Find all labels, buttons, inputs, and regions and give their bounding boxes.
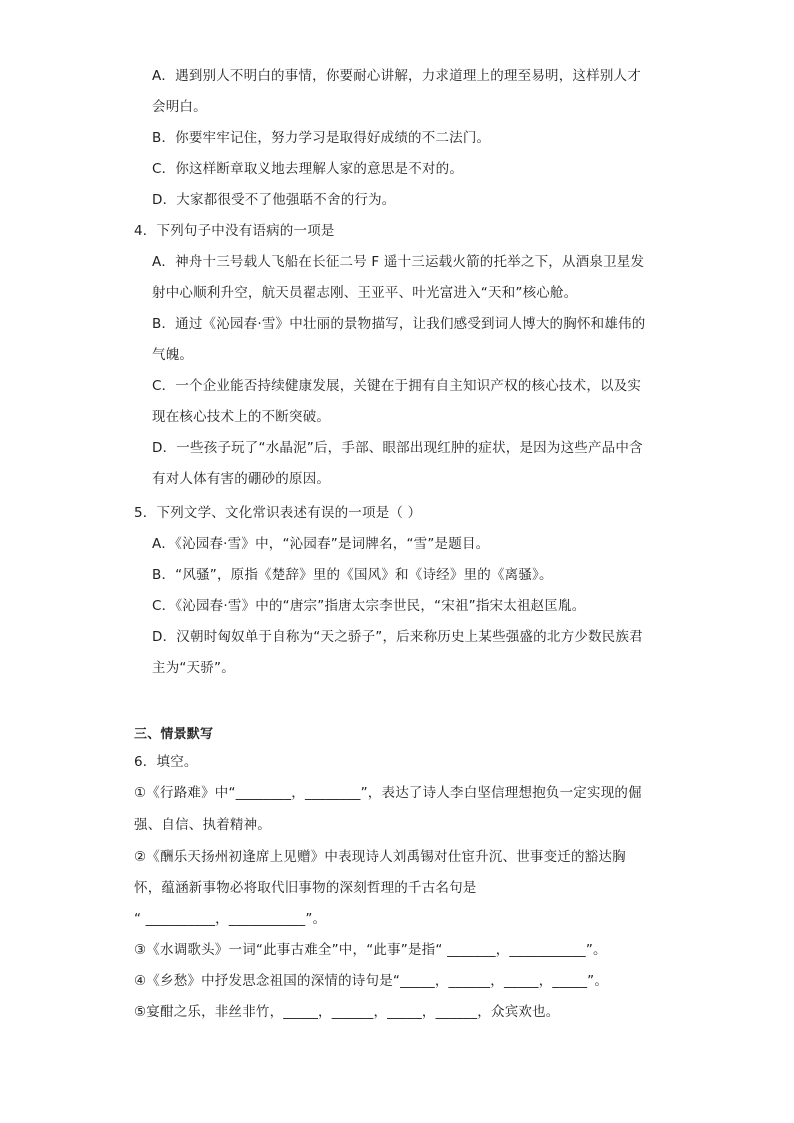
q6-item2-line1: ②《酬乐天扬州初逢席上见赠》中表现诗人刘禹锡对仕宦升沉、世事变迁的豁达胸 <box>134 849 626 865</box>
q5-option-a: A．《沁园春·雪》中，“沁园春”是词牌名，“雪”是题目。 <box>152 536 490 552</box>
q4-stem: 4．下列句子中没有语病的一项是 <box>134 223 335 239</box>
q4-option-c-line2: 现在核心技术上的不断突破。 <box>152 409 331 425</box>
q6-item4: ④《乡愁》中抒发思念祖国的深情的诗句是“_____，______，_____，_____”。 <box>134 973 609 989</box>
q4-option-b-line1: B．通过《沁园春·雪》中壮丽的景物描写，让我们感受到词人博大的胸怀和雄伟的 <box>152 316 646 332</box>
q5-stem: 5．下列文学、文化常识表述有误的一项是（ ） <box>134 505 422 521</box>
q3-option-a-line2: 会明白。 <box>152 99 207 115</box>
q6-item2-line3: “ __________，___________”。 <box>134 911 327 927</box>
q4-option-d-line2: 有对人体有害的硼砂的原因。 <box>152 471 331 487</box>
q6-item3: ③《水调歌头》一词“此事古难全”中，“此事”是指“ _______，___________”。 <box>134 942 607 958</box>
q5-option-b: B．“风骚”，原指《楚辞》里的《国风》和《诗经》里的《离骚》。 <box>152 567 553 583</box>
q3-option-c: C．你这样断章取义地去理解人家的意思是不对的。 <box>152 161 464 177</box>
q6-item1-line2: 强、自信、执着精神。 <box>134 817 271 833</box>
section-heading: 三、情景默写 <box>134 727 214 742</box>
q6-stem: 6．填空。 <box>134 754 198 770</box>
q6-item5: ⑤宴酣之乐，非丝非竹，_____，______，_____，______，众宾欢也。 <box>134 1004 560 1020</box>
q4-option-c-line1: C．一个企业能否持续健康发展，关键在于拥有自主知识产权的核心技术，以及实 <box>152 378 642 394</box>
q5-option-c: C．《沁园春·雪》中的“唐宗”指唐太宗李世民，“宋祖”指宋太祖赵匡胤。 <box>152 598 586 614</box>
q4-option-a-line2: 射中心顺利升空，航天员翟志刚、王亚平、叶光富进入“天和”核心舱。 <box>152 285 578 301</box>
q5-option-d-line2: 主为“天骄”。 <box>152 660 235 676</box>
q4-option-d-line1: D．一些孩子玩了“水晶泥”后，手部、眼部出现红肿的症状，是因为这些产品中含 <box>152 440 643 456</box>
q3-option-d: D．大家都很受不了他强聒不舍的行为。 <box>152 192 396 208</box>
q3-option-b: B．你要牢牢记住，努力学习是取得好成绩的不二法门。 <box>152 130 491 146</box>
q4-option-a-line1: A．神舟十三号载人飞船在长征二号 F 遥十三运载火箭的托举之下，从酒泉卫星发 <box>152 254 645 270</box>
q6-item1-line1: ①《行路难》中“________，________”，表达了诗人李白坚信理想抱负一定实现的倔 <box>134 785 642 801</box>
q4-option-b-line2: 气魄。 <box>152 347 194 363</box>
q5-option-d-line1: D．汉朝时匈奴单于自称为“天之骄子”，后来称历史上某些强盛的北方少数民族君 <box>152 629 643 645</box>
q3-option-a-line1: A．遇到别人不明白的事情，你要耐心讲解，力求道理上的理至易明，这样别人才 <box>152 68 641 84</box>
q6-item2-line2: 怀，蕴涵新事物必将取代旧事物的深刻哲理的千古名句是 <box>134 880 477 896</box>
